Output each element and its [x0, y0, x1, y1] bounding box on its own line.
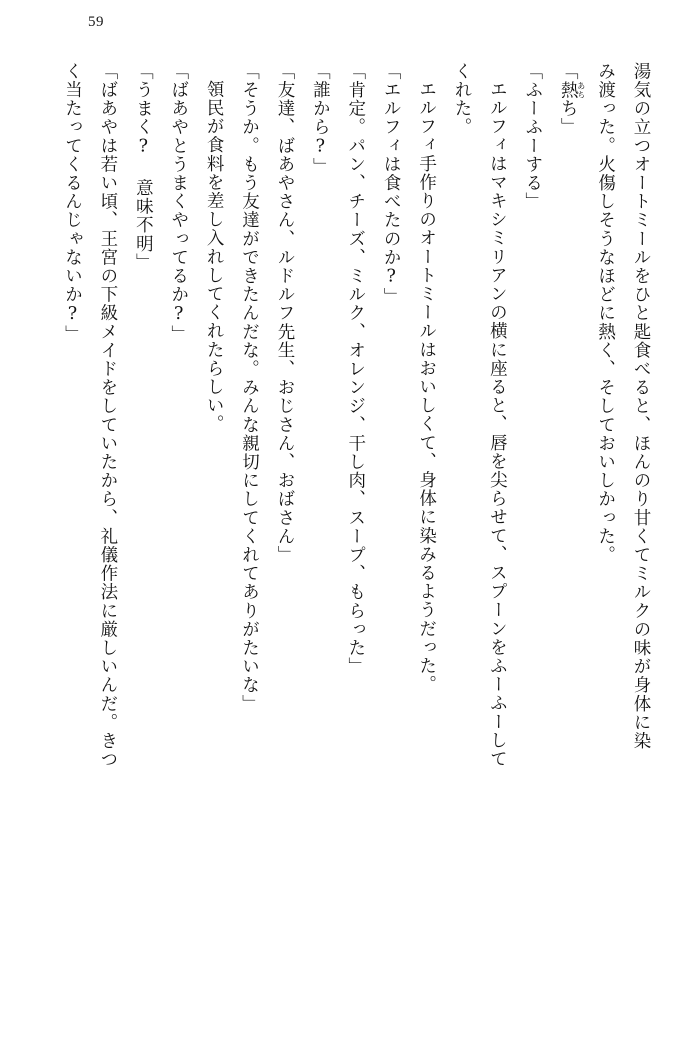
- text-line: 「エルフィは食べたのか?」: [381, 62, 402, 307]
- page-number: 59: [88, 14, 104, 30]
- text-line-ruby: 「熱あちち」: [558, 62, 586, 137]
- text-line: 「ふーふーする」: [522, 62, 543, 211]
- text-line: 領民が食料を差し入れしてくれたらしい。: [204, 80, 225, 434]
- text-line: み渡った。火傷しそうなほどに熱く、そしておいしかった。: [595, 62, 616, 565]
- text-line: エルフィ手作りのオートミールはおいしくて、身体に染みるようだった。: [416, 80, 437, 694]
- text-line: 「うまく? 意味不明」: [133, 62, 154, 272]
- text-line: 「誰から?」: [310, 62, 331, 177]
- text-line: 「友達、ばあやさん、ルドルフ先生、おじさん、おばさん」: [274, 62, 295, 565]
- text-line: エルフィはマキシミリアンの横に座ると、唇を尖らせて、スプーンをふーふーして: [487, 80, 508, 769]
- vertical-text-body: [52, 62, 656, 992]
- text-line: くれた。: [451, 62, 472, 137]
- text-line: く当たってくるんじゃないか?」: [62, 62, 83, 344]
- ruby-annotated-char: 熱あち: [558, 80, 586, 100]
- text-line: 湯気の立つオートミールをひと匙食べると、ほんのり甘くてミルクの味が身体に染: [631, 62, 651, 751]
- text-line: 「そうか。もう友達ができたんだな。みんな親切にしてくれてありがたいな」: [239, 62, 260, 713]
- text-line: 「肯定。パン、チーズ、ミルク、オレンジ、干し肉、スープ、もらった」: [345, 62, 366, 676]
- text-line: 「ばあやは若い頃、王宮の下級メイドをしていたから、礼儀作法に厳しいんだ。きつ: [97, 62, 118, 769]
- text-line: 「ばあやとうまくやってるか?」: [168, 62, 189, 344]
